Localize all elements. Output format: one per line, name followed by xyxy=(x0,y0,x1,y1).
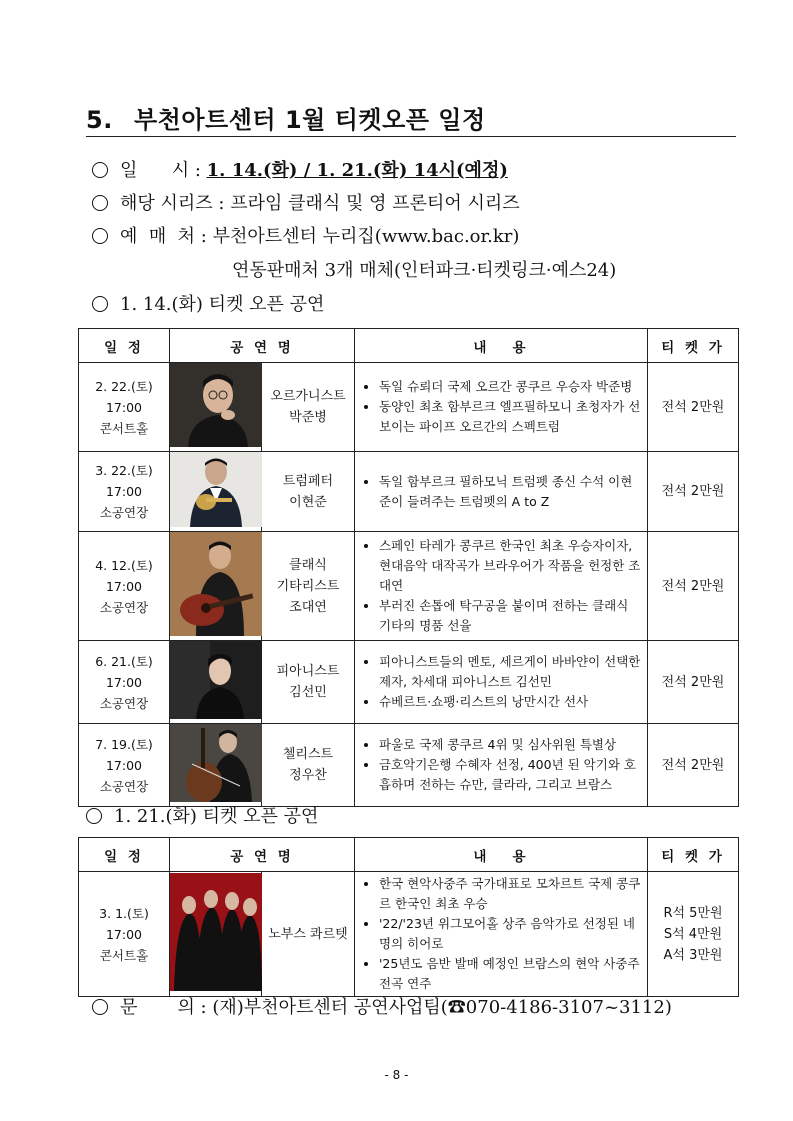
header-date: 일 정 xyxy=(79,838,170,872)
info-ticketing xyxy=(92,222,519,248)
header-content: 내 용 xyxy=(355,838,648,872)
performance-name-line3: 조대연 xyxy=(289,599,327,615)
performance-name-line1: 트럼페터 xyxy=(282,473,334,489)
venue: 소공연장 xyxy=(99,695,149,711)
info-schedule xyxy=(92,156,508,182)
trumpeter-photo xyxy=(170,452,262,527)
content-cell xyxy=(355,724,648,807)
contact-value: (재)부천아트센터 공연사업팀(☎070-4186-3107~3112) xyxy=(212,997,672,1018)
series-value: 프라임 클래식 및 영 프론티어 시리즈 xyxy=(230,193,520,214)
content-cell xyxy=(355,641,648,724)
date: 4. 12.(토) xyxy=(95,557,153,573)
date-cell xyxy=(79,724,170,807)
performance-name-cell xyxy=(262,452,355,532)
circle-bullet-icon xyxy=(92,228,108,244)
date: 7. 19.(토) xyxy=(95,736,153,752)
venue: 콘서트홀 xyxy=(99,420,149,436)
price-a: A석 3만원 xyxy=(663,947,723,963)
content-bullet: • 금호악기은행 수혜자 선정, 400년 된 악기와 호흡하며 전하는 슈만, 클라라, 그리고 브람스 xyxy=(379,755,641,795)
guitarist-photo xyxy=(170,532,262,636)
performance-name-cell xyxy=(262,724,355,807)
header-content: 내 용 xyxy=(355,329,648,363)
performance-name-line1: 피아니스트 xyxy=(276,664,340,679)
price-cell: 전석 2만원 xyxy=(648,532,739,641)
header-name: 공 연 명 xyxy=(170,838,355,872)
contact-label: 문 의 : xyxy=(120,997,207,1018)
table-row xyxy=(79,641,739,724)
time: 17:00 xyxy=(105,674,143,690)
price-s: S석 4만원 xyxy=(663,926,723,942)
venue: 소공연장 xyxy=(99,505,149,520)
date: 3. 22.(토) xyxy=(95,463,153,478)
venue: 소공연장 xyxy=(99,778,149,794)
content-bullet: • '25년도 음반 발매 예정인 브람스의 현악 사중주 전곡 연주 xyxy=(379,954,641,994)
date-cell xyxy=(79,452,170,532)
quartet-photo xyxy=(170,873,262,991)
title-number: 5. xyxy=(86,106,113,134)
content-cell xyxy=(355,532,648,641)
performance-name-cell xyxy=(262,363,355,452)
table-row xyxy=(79,532,739,641)
performance-name-line2: 박준병 xyxy=(289,410,327,425)
section-title-bar xyxy=(86,98,736,137)
content-bullet: • 부러진 손톱에 탁구공을 붙이며 전하는 클래식 기타의 명품 선율 xyxy=(379,596,641,636)
performance-name-cell: 노부스 콰르텟 xyxy=(262,872,355,997)
header-date: 일 정 xyxy=(79,329,170,363)
circle-bullet-icon xyxy=(92,999,108,1015)
performer-photo xyxy=(170,724,262,807)
schedule-value: 1. 14.(화) / 1. 21.(화) 14시(예정) xyxy=(206,160,508,181)
page-number: - 8 - xyxy=(384,1068,409,1082)
info-ticketing-partners: 연동판매처 3개 매체(인터파크·티켓링크·예스24) xyxy=(232,260,617,281)
table-header-row xyxy=(79,329,739,363)
price-cell xyxy=(648,872,739,997)
table-row xyxy=(79,872,739,997)
section-heading-2 xyxy=(86,802,318,828)
title-text: 부천아트센터 1월 티켓오픈 일정 xyxy=(134,106,486,134)
performer-photo xyxy=(170,363,262,452)
section-heading-1 xyxy=(92,290,324,316)
price-cell: 전석 2만원 xyxy=(648,452,739,532)
content-bullet: • 파울로 국제 콩쿠르 4위 및 심사위원 특별상 xyxy=(379,735,641,755)
price-r: R석 5만원 xyxy=(663,905,723,921)
date: 3. 1.(토) xyxy=(99,905,149,921)
time: 17:00 xyxy=(105,926,143,942)
section2-text: 1. 21.(화) 티켓 오픈 공연 xyxy=(114,806,319,827)
price-cell: 전석 2만원 xyxy=(648,363,739,452)
price-cell: 전석 2만원 xyxy=(648,641,739,724)
performer-photo xyxy=(170,872,262,997)
table-row xyxy=(79,452,739,532)
performance-name-line2: 김선민 xyxy=(289,685,327,700)
ticketing-label: 예 매 처 : xyxy=(120,226,207,247)
performer-photo xyxy=(170,641,262,724)
content-cell xyxy=(355,363,648,452)
circle-bullet-icon xyxy=(86,808,102,824)
performance-name-line2: 이현준 xyxy=(289,494,327,510)
content-bullet: • 슈베르트·쇼팽·리스트의 낭만시간 선사 xyxy=(379,692,641,712)
performer-photo xyxy=(170,452,262,532)
circle-bullet-icon xyxy=(92,296,108,312)
content-bullet: • 한국 현악사중주 국가대표로 모차르트 국제 콩쿠르 한국인 최초 우승 xyxy=(379,874,641,914)
info-contact xyxy=(92,993,672,1019)
organist-photo xyxy=(170,363,262,447)
performance-name-line1: 클래식 xyxy=(289,557,327,573)
schedule-label: 일 시 : xyxy=(120,160,201,181)
header-name: 공 연 명 xyxy=(170,329,355,363)
content-cell xyxy=(355,872,648,997)
content-bullet: • 독일 함부르크 필하모닉 트럼펫 종신 수석 이현준이 들려주는 트럼펫의 A to Z xyxy=(379,472,641,512)
time: 17:00 xyxy=(105,757,143,773)
venue: 소공연장 xyxy=(99,599,149,615)
header-price: 티 켓 가 xyxy=(648,329,739,363)
performance-name-cell xyxy=(262,532,355,641)
performance-name-line2: 기타리스트 xyxy=(276,578,340,594)
date-cell xyxy=(79,641,170,724)
page-title xyxy=(86,100,486,135)
content-bullet: • 스페인 타레가 콩쿠르 한국인 최초 우승자이자, 현대음악 대작곡가 브라우어가 작품을 헌정한 조대연 xyxy=(379,536,641,596)
performance-name-line1: 오르가니스트 xyxy=(270,389,346,404)
schedule-table-jan14 xyxy=(78,328,739,807)
table-header-row xyxy=(79,838,739,872)
performance-name-line1: 첼리스트 xyxy=(282,747,334,762)
info-series xyxy=(92,189,520,215)
content-bullet: • '22/'23년 위그모어홀 상주 음악가로 선정된 네 명의 히어로 xyxy=(379,914,641,954)
pianist-photo xyxy=(170,641,262,719)
ticketing-value: 부천아트센터 누리집(www.bac.or.kr) xyxy=(212,226,520,247)
venue: 콘서트홀 xyxy=(99,947,149,963)
circle-bullet-icon xyxy=(92,162,108,178)
schedule-table-jan21 xyxy=(78,837,739,997)
time: 17:00 xyxy=(105,399,143,415)
content-bullet: • 피아니스트들의 멘토, 세르게이 바바얀이 선택한 제자, 차세대 피아니스트 김선민 xyxy=(379,652,641,692)
performance-name-line2: 정우찬 xyxy=(289,768,327,783)
table-row xyxy=(79,363,739,452)
time: 17:00 xyxy=(105,484,143,499)
date-cell xyxy=(79,363,170,452)
date-cell xyxy=(79,872,170,997)
section1-text: 1. 14.(화) 티켓 오픈 공연 xyxy=(120,294,325,315)
date-cell xyxy=(79,532,170,641)
cellist-photo xyxy=(170,724,262,802)
content-bullet: • 동양인 최초 함부르크 엘프필하모니 초청자가 선보이는 파이프 오르간의 스펙트럼 xyxy=(379,397,641,437)
table-row xyxy=(79,724,739,807)
time: 17:00 xyxy=(105,578,143,594)
header-price: 티 켓 가 xyxy=(648,838,739,872)
date: 6. 21.(토) xyxy=(95,653,153,669)
circle-bullet-icon xyxy=(92,195,108,211)
series-label: 해당 시리즈 : xyxy=(120,193,225,214)
performance-name-cell xyxy=(262,641,355,724)
performer-photo xyxy=(170,532,262,641)
price-cell: 전석 2만원 xyxy=(648,724,739,807)
content-cell xyxy=(355,452,648,532)
date: 2. 22.(토) xyxy=(95,378,153,394)
content-bullet: • 독일 슈뢰더 국제 오르간 콩쿠르 우승자 박준병 xyxy=(379,377,641,397)
